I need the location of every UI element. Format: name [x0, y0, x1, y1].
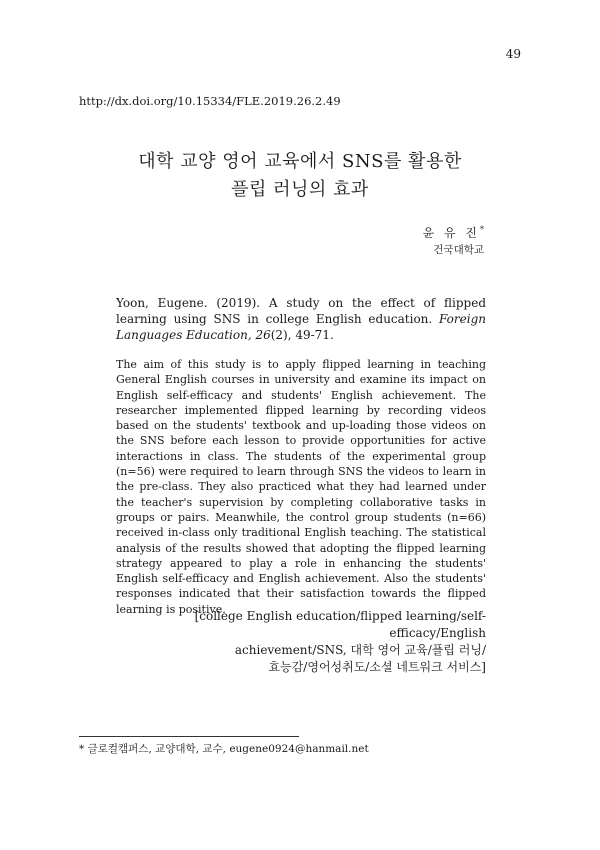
citation-journal: Foreign Languages Education, 26	[116, 312, 486, 342]
paper-title	[0, 148, 600, 204]
author-name-text: 윤 유 진	[422, 226, 480, 240]
doi-link[interactable]: http://dx.doi.org/10.15334/FLE.2019.26.2.49	[79, 94, 341, 108]
page-number: 49	[505, 47, 521, 61]
abstract: The aim of this study is to apply flipped learning in teaching General English courses in university and examine its impact on English self-efficacy and students' English achievement. The researcher implemented flipped learning by recording videos based on the students' textbook and up-loading those videos on the SNS before each lesson to provide opportunities for active interactions in class. The students of the experimental group (n=56) were required to learn through SNS the videos to learn in the pre-class. They also practiced what they had learned under the teacher's supervision by completing collaborative tasks in groups or pairs. Meanwhile, the control group students (n=66) received in-class only traditional English teaching. The statistical analysis of the results showed that adopting the flipped learning strategy appeared to play a role in enhancing the students' English self-efficacy and English achievement. Also the students' responses indicated that their satisfaction towards the flipped learning is positive.	[116, 358, 486, 616]
author-name	[423, 224, 484, 241]
title-line-2: 플립 러닝의 효과	[231, 179, 369, 200]
author-affiliation: 건국대학교	[433, 244, 484, 256]
author-footnote: * 글로컬캠퍼스, 교양대학, 교수, eugene0924@hanmail.net	[79, 743, 369, 755]
author-footnote-mark: *	[480, 225, 484, 234]
keywords-line-2: achievement/SNS, 대학 영어 교육/플립 러닝/	[234, 643, 486, 657]
citation-issue-pages: (2), 49-71.	[270, 328, 334, 342]
footnote-divider	[79, 736, 299, 737]
keywords-line-3: 효능감/영어성취도/소셜 네트워크 서비스]	[268, 660, 486, 674]
title-line-1: 대학 교양 영어 교육에서 SNS를 활용한	[138, 151, 462, 172]
citation-lead: Yoon, Eugene. (2019). A study on the effect of flipped learning using SNS in college English education.	[116, 296, 486, 326]
citation	[116, 295, 486, 343]
keywords-line-1: [college English education/flipped learning/self-efficacy/English	[194, 609, 486, 640]
keywords	[116, 608, 486, 676]
